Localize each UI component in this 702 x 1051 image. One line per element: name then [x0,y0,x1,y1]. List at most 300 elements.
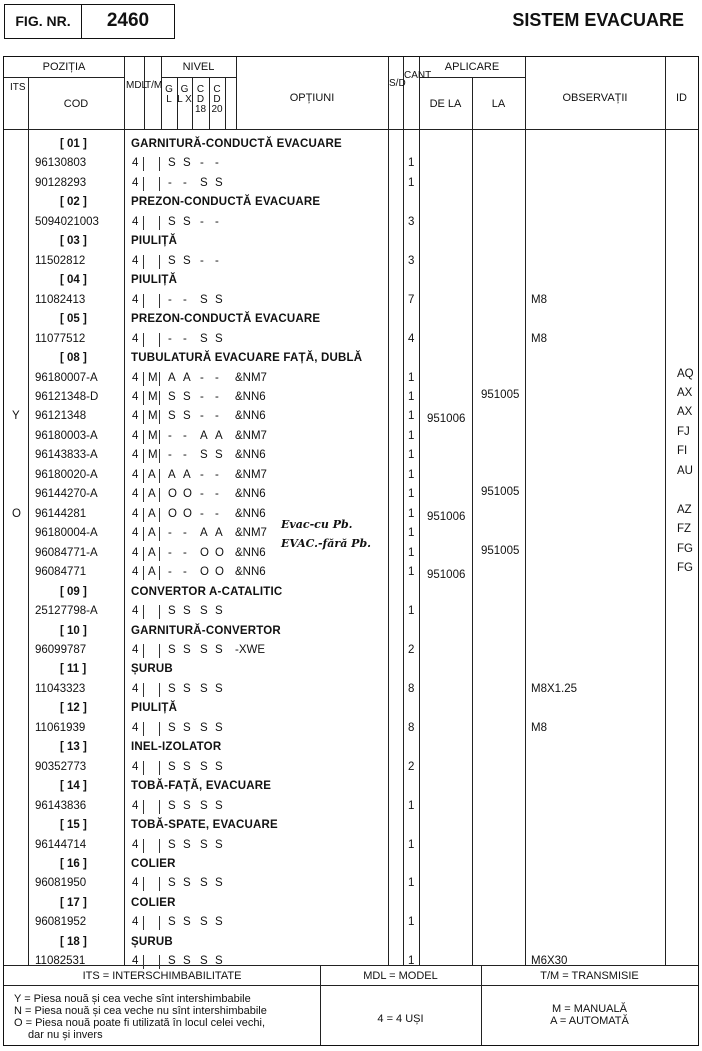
quantity: 1 [408,176,415,189]
level-gl: S [168,721,176,734]
header-de-la: DE LA [429,98,462,110]
column-separator [143,255,144,269]
options: &NN6 [235,449,266,462]
quantity: 1 [408,410,415,423]
level-cd18: S [200,877,208,890]
model: 4 [132,643,139,656]
legend-tm-m: M = MANUALĂ [552,1003,627,1015]
column-separator [159,566,160,580]
model: 4 [132,215,139,228]
level-glx: S [183,643,191,656]
row-id: FI [677,445,688,458]
model: 4 [132,293,139,306]
transmission: A [148,527,156,540]
level-cd18: S [200,682,208,695]
group-description: TOBĂ-SPATE, EVACUARE [131,819,278,832]
level-cd18: S [200,916,208,929]
transmission: A [148,566,156,579]
part-code: 96180004-A [35,527,98,540]
model: 4 [132,449,139,462]
model: 4 [132,877,139,890]
level-cd20: S [215,682,223,695]
transmission: M [148,371,158,384]
level-cd20: - [215,488,219,501]
model: 4 [132,916,139,929]
column-separator [143,683,144,697]
part-code: 96081952 [35,916,87,929]
model: 4 [132,176,139,189]
model: 4 [132,371,139,384]
part-code: 96180003-A [35,429,98,442]
part-code: 11043323 [35,682,86,695]
position-number: [ 18 ] [60,935,87,948]
level-cd20: - [215,390,219,403]
part-code: 11082531 [35,955,86,968]
transmission: M [148,390,158,403]
handwritten-note-2: EVAC.-fără Pb. [281,537,371,550]
position-number: [ 02 ] [60,196,87,209]
position-number: [ 15 ] [60,819,87,832]
column-separator [143,469,144,483]
options: &NM7 [235,527,267,540]
column-separator [143,566,144,580]
level-glx: - [183,566,187,579]
legend-its-title: ITS = INTERSCHIMBABILITATE [82,970,242,982]
column-separator [159,527,160,541]
legend-tm-title: T/M = TRANSMISIE [540,970,639,982]
level-glx: S [183,760,191,773]
column-separator [143,508,144,522]
level-gl: A [168,468,176,481]
transmission: A [148,468,156,481]
column-separator [143,916,144,930]
part-code: 96121348-D [35,390,99,403]
level-cd18: S [200,176,208,189]
applied-from: 951006 [427,413,466,426]
position-number: [ 16 ] [60,858,87,871]
legend-mdl-title: MDL = MODEL [363,970,438,982]
transmission: M [148,410,158,423]
model: 4 [132,838,139,851]
level-glx: O [183,488,192,501]
column-separator [159,391,160,405]
level-glx: S [183,390,191,403]
group-description: PREZON-CONDUCTĂ EVACUARE [131,196,321,209]
header-cod: COD [63,98,89,110]
level-gl: S [168,254,176,267]
level-gl: S [168,605,176,618]
observations: M8 [531,721,547,734]
group-description: PIULIȚĂ [131,235,178,248]
column-separator [159,605,160,619]
model: 4 [132,721,139,734]
quantity: 1 [408,449,415,462]
level-cd20: - [215,468,219,481]
its-code: Y [12,410,20,423]
level-gl: S [168,215,176,228]
level-gl: S [168,838,176,851]
options: &NN6 [235,410,266,423]
header-tm: T/M [145,80,163,91]
header-nivel: NIVEL [182,61,215,73]
model: 4 [132,605,139,618]
position-number: [ 09 ] [60,585,87,598]
position-number: [ 17 ] [60,896,87,909]
column-separator [159,469,160,483]
model: 4 [132,488,139,501]
level-cd20: S [215,293,223,306]
quantity: 1 [408,546,415,559]
level-gl: - [168,566,172,579]
part-code: 96084771-A [35,546,98,559]
options: &NM7 [235,429,267,442]
group-description: CONVERTOR A-CATALITIC [131,585,283,598]
quantity: 1 [408,605,415,618]
part-code: 90352773 [35,760,87,773]
position-number: [ 11 ] [60,663,87,676]
level-glx: - [183,332,187,345]
column-separator [143,177,144,191]
header-nivel-glx: G L X [177,84,192,105]
model: 4 [132,760,139,773]
options: &NN6 [235,566,266,579]
legend-its-n: N = Piesa nouă și cea veche nu sînt intershimbabile [14,1005,267,1017]
column-separator [159,177,160,191]
quantity: 4 [408,332,415,345]
position-number: [ 08 ] [60,352,87,365]
column-separator [143,839,144,853]
part-code: 96130803 [35,157,87,170]
part-code: 96143833-A [35,449,98,462]
header-aplicare: APLICARE [444,61,500,73]
level-cd20: S [215,877,223,890]
options: &NN6 [235,507,266,520]
column-separator [143,449,144,463]
legend-tm-a: A = AUTOMATĂ [550,1015,629,1027]
level-gl: S [168,643,176,656]
group-description: INEL-IZOLATOR [131,741,222,754]
quantity: 2 [408,760,415,773]
level-cd18: - [200,215,204,228]
options: &NN6 [235,390,266,403]
position-number: [ 12 ] [60,702,87,715]
header-observatii: OBSERVAȚII [562,92,628,104]
level-cd18: - [200,371,204,384]
applied-from: 951006 [427,569,466,582]
level-cd18: S [200,605,208,618]
level-cd20: - [215,507,219,520]
row-id: AX [677,386,693,399]
column-separator [159,410,160,424]
level-cd20: - [215,410,219,423]
quantity: 3 [408,254,415,267]
header-nivel-cd20: C D 20 [211,84,223,115]
column-separator [143,488,144,502]
handwritten-note-1: Evac-cu Pb. [281,518,353,531]
column-separator [159,333,160,347]
quantity: 1 [408,468,415,481]
column-separator [159,255,160,269]
transmission: A [148,488,156,501]
level-gl: - [168,527,172,540]
column-separator [143,430,144,444]
part-code: 11061939 [35,721,86,734]
group-description: COLIER [131,858,176,871]
column-separator [159,488,160,502]
level-gl: O [168,507,177,520]
level-cd18: O [200,546,209,559]
legend-its-o1: O = Piesa nouă poate fi utilizată în locul celei vechi, [14,1017,266,1029]
quantity: 1 [408,799,415,812]
level-glx: - [183,527,187,540]
level-cd20: S [215,721,223,734]
position-number: [ 03 ] [60,235,87,248]
level-gl: S [168,760,176,773]
level-cd20: S [215,916,223,929]
level-glx: S [183,721,191,734]
level-cd20: - [215,254,219,267]
level-cd18: S [200,955,208,968]
level-gl: S [168,410,176,423]
level-cd20: - [215,215,219,228]
level-cd18: S [200,449,208,462]
level-cd20: S [215,955,223,968]
column-separator [143,527,144,541]
part-code: 96180020-A [35,468,98,481]
quantity: 1 [408,507,415,520]
column-separator [159,761,160,775]
column-separator [159,449,160,463]
quantity: 1 [408,488,415,501]
column-separator [143,157,144,171]
level-cd18: O [200,566,209,579]
row-id: AQ [677,367,694,380]
quantity: 2 [408,643,415,656]
level-glx: S [183,838,191,851]
part-code: 90128293 [35,176,87,189]
part-code: 11082413 [35,293,86,306]
column-separator [159,372,160,386]
transmission: A [148,507,156,520]
column-separator [159,508,160,522]
level-glx: S [183,254,191,267]
page-title: SISTEM EVACUARE [512,10,684,30]
level-glx: S [183,215,191,228]
observations: M6X30 [531,955,568,968]
column-separator [159,430,160,444]
model: 4 [132,468,139,481]
part-code: 96180007-A [35,371,98,384]
row-id: FJ [677,425,690,438]
part-code: 5094021003 [35,215,99,228]
header-sd: S/D [389,78,406,89]
level-gl: A [168,371,176,384]
level-cd20: - [215,371,219,384]
level-gl: S [168,877,176,890]
options: &NN6 [235,546,266,559]
level-cd20: A [215,527,223,540]
column-separator [143,800,144,814]
row-id: AX [677,406,693,419]
column-separator [143,761,144,775]
transmission: M [148,429,158,442]
applied-to: 951005 [481,388,520,401]
level-cd18: - [200,488,204,501]
part-code: 96121348 [35,410,87,423]
level-cd20: S [215,760,223,773]
column-separator [143,333,144,347]
level-cd20: A [215,429,223,442]
position-number: [ 13 ] [60,741,87,754]
position-number: [ 10 ] [60,624,87,637]
quantity: 1 [408,371,415,384]
part-code: 96081950 [35,877,87,890]
observations: M8 [531,332,547,345]
quantity: 1 [408,838,415,851]
quantity: 7 [408,293,415,306]
level-cd18: - [200,254,204,267]
column-separator [143,547,144,561]
column-separator [159,800,160,814]
column-separator [143,605,144,619]
level-cd20: S [215,605,223,618]
level-glx: S [183,682,191,695]
part-code: 96143836 [35,799,87,812]
model: 4 [132,507,139,520]
level-cd20: S [215,449,223,462]
level-glx: S [183,955,191,968]
level-cd20: O [215,566,224,579]
quantity: 1 [408,955,415,968]
column-separator [143,410,144,424]
level-cd18: - [200,507,204,520]
model: 4 [132,527,139,540]
level-glx: S [183,605,191,618]
column-separator [159,547,160,561]
part-code: 96144714 [35,838,87,851]
level-glx: - [183,429,187,442]
column-separator [143,644,144,658]
level-gl: S [168,955,176,968]
level-cd18: - [200,468,204,481]
quantity: 8 [408,721,415,734]
level-gl: S [168,682,176,695]
level-gl: - [168,176,172,189]
level-glx: S [183,157,191,170]
applied-to: 951005 [481,544,520,557]
group-description: GARNITURĂ-CONDUCTĂ EVACUARE [131,138,342,150]
level-cd18: S [200,293,208,306]
column-separator [143,391,144,405]
level-gl: - [168,293,172,306]
column-separator [159,683,160,697]
part-code: 96084771 [35,566,87,579]
group-description: PREZON-CONDUCTĂ EVACUARE [131,313,321,326]
options: -XWE [235,643,266,656]
parts-table [3,56,699,1046]
header-la: LA [491,98,506,110]
level-glx: - [183,176,187,189]
column-separator [159,157,160,171]
model: 4 [132,566,139,579]
header-cant: CANT [404,70,432,81]
group-description: TUBULATURĂ EVACUARE FAȚĂ, DUBLĂ [131,352,363,365]
transmission: A [148,546,156,559]
level-cd18: A [200,429,208,442]
row-id: AU [677,464,693,477]
position-number: [ 05 ] [60,313,87,326]
level-gl: S [168,799,176,812]
part-code: 11502812 [35,254,86,267]
level-cd18: S [200,760,208,773]
level-glx: S [183,916,191,929]
level-gl: O [168,488,177,501]
level-glx: - [183,546,187,559]
group-description: ȘURUB [131,663,173,676]
part-code: 96144281 [35,507,87,520]
level-cd18: S [200,643,208,656]
quantity: 1 [408,527,415,540]
column-separator [143,877,144,891]
observations: M8X1.25 [531,682,578,695]
column-separator [159,294,160,308]
column-separator [143,955,144,969]
level-glx: A [183,468,191,481]
quantity: 1 [408,916,415,929]
options: &NM7 [235,371,267,384]
observations: M8 [531,293,547,306]
row-id: FZ [677,523,692,536]
model: 4 [132,799,139,812]
quantity: 1 [408,390,415,403]
column-separator [159,839,160,853]
its-code: O [12,507,21,520]
position-number: [ 14 ] [60,780,87,793]
legend-its-o2: dar nu și invers [28,1029,103,1041]
fig-number: 2460 [81,4,175,39]
column-separator [159,955,160,969]
level-cd20: S [215,799,223,812]
level-glx: S [183,877,191,890]
level-cd18: S [200,838,208,851]
transmission: M [148,449,158,462]
group-description: ȘURUB [131,935,173,948]
level-glx: - [183,293,187,306]
model: 4 [132,410,139,423]
level-glx: S [183,799,191,812]
column-separator [143,216,144,230]
level-cd20: S [215,332,223,345]
column-separator [143,722,144,736]
level-cd20: S [215,176,223,189]
group-description: COLIER [131,896,176,909]
model: 4 [132,955,139,968]
column-separator [159,722,160,736]
quantity: 1 [408,429,415,442]
row-id: FG [677,562,693,575]
header-id: ID [676,92,687,104]
header-optiuni: OPȚIUNI [289,92,335,104]
level-cd20: - [215,157,219,170]
level-gl: S [168,916,176,929]
column-separator [159,916,160,930]
level-cd18: S [200,332,208,345]
column-separator [143,294,144,308]
model: 4 [132,682,139,695]
level-cd18: A [200,527,208,540]
quantity: 3 [408,215,415,228]
quantity: 1 [408,566,415,579]
